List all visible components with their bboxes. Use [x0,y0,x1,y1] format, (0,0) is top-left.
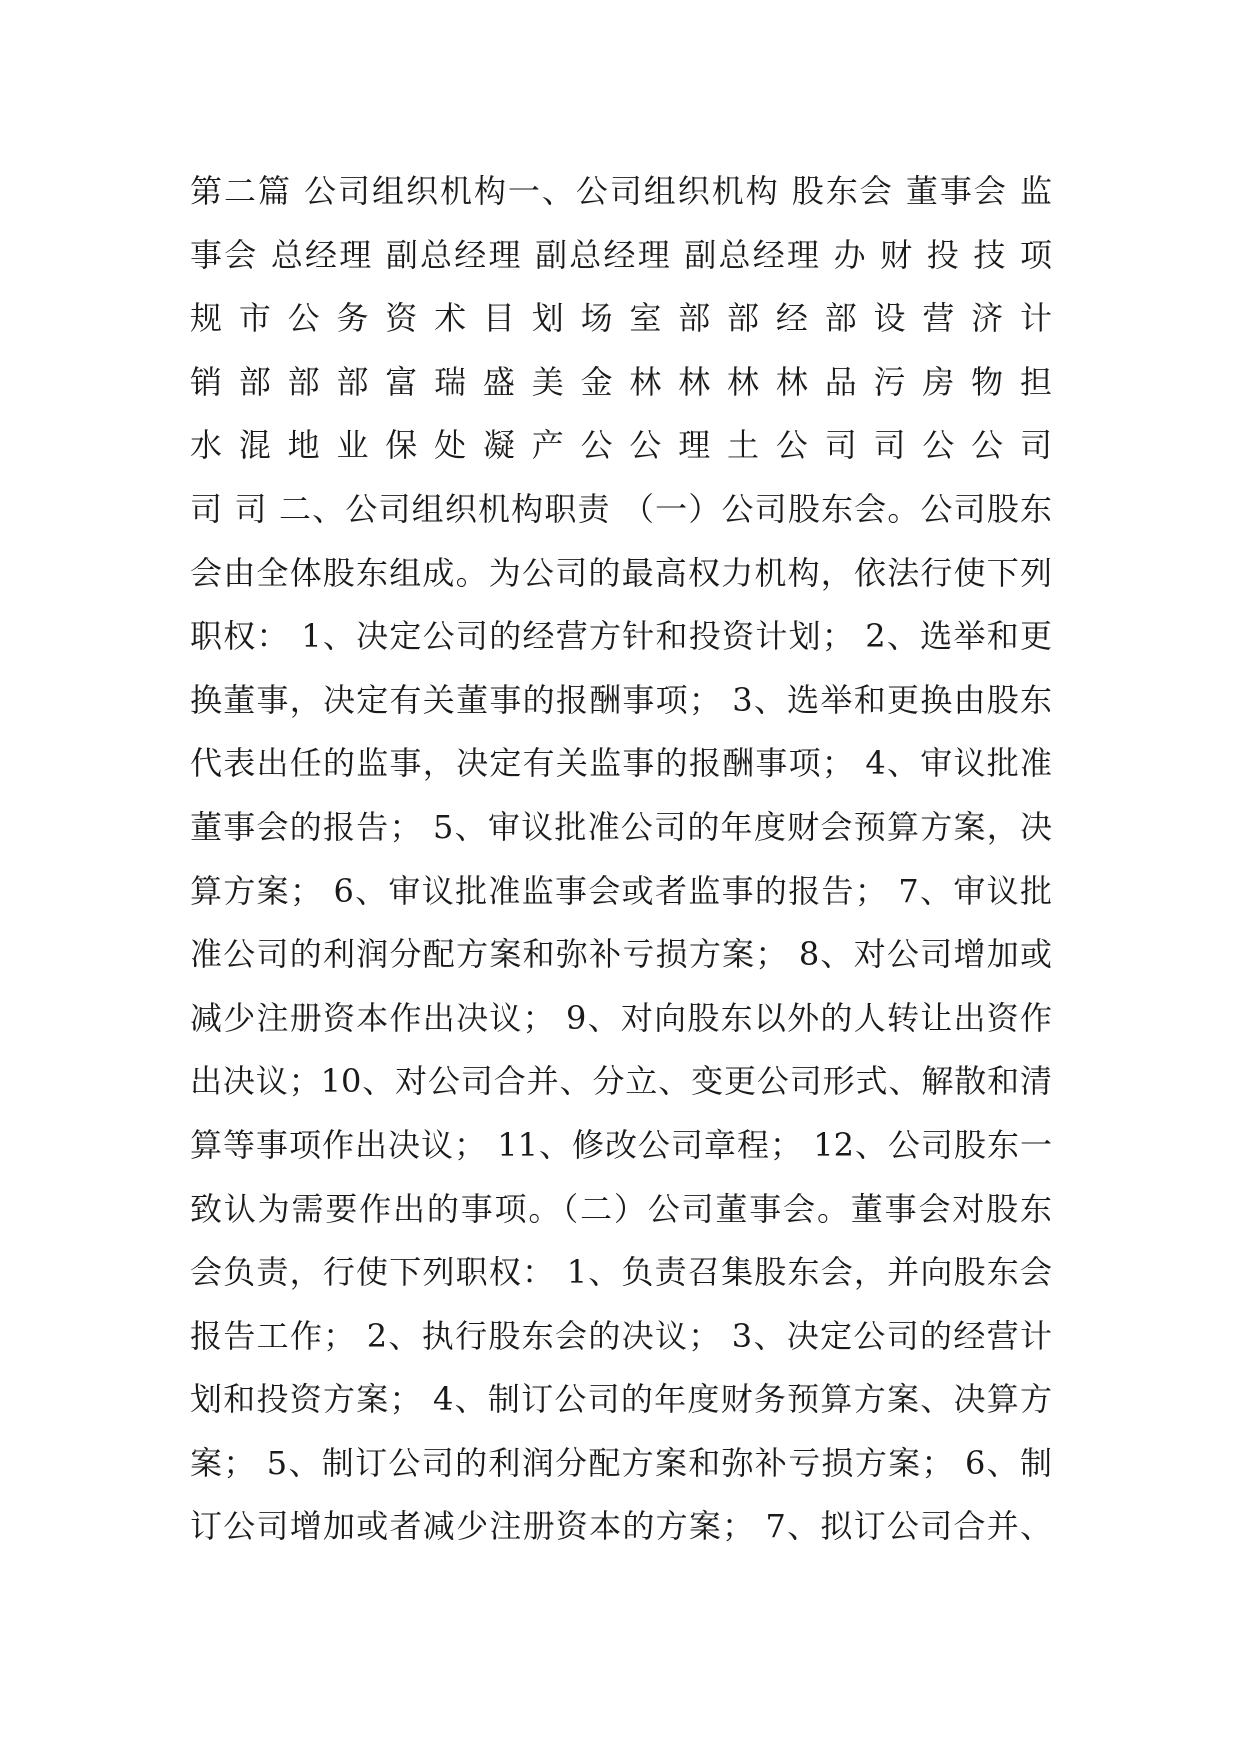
text-line: 水 混 地 业 保 处 凝 产 公 公 理 土 公 司 司 公 公 司 [190,426,1052,465]
text-line: 司 司 二、公司组织机构职责 （一）公司股东会。公司股东 [190,489,1052,528]
document-body [190,160,1052,1559]
text-line: 算方案； 6、审议批准监事会或者监事的报告； 7、审议批 [190,871,1052,910]
text-line: 第二篇 公司组织机构一、公司组织机构 股东会 董事会 监 [190,172,1052,210]
text-line: 案； 5、制订公司的利润分配方案和弥补亏损方案； 6、制 [190,1443,1052,1482]
text-line: 代表出任的监事，决定有关监事的报酬事项； 4、审议批准 [190,744,1052,783]
text-line: 订公司增加或者减少注册资本的方案； 7、拟订公司合并、 [190,1507,1052,1546]
text-line: 职权： 1、决定公司的经营方针和投资计划； 2、选举和更 [190,617,1052,656]
text-line: 规 市 公 务 资 术 目 划 场 室 部 部 经 部 设 营 济 计 [190,299,1052,338]
text-line: 销 部 部 部 富 瑞 盛 美 金 林 林 林 林 品 污 房 物 担 [190,362,1052,401]
text-line: 致认为需要作出的事项。（二）公司董事会。董事会对股东 [190,1189,1052,1228]
text-line: 算等事项作出决议； 11、修改公司章程； 12、公司股东一 [190,1125,1052,1164]
text-line: 减少注册资本作出决议； 9、对向股东以外的人转让出资作 [190,998,1052,1037]
text-line: 会负责，行使下列职权： 1、负责召集股东会，并向股东会 [190,1253,1052,1292]
text-line: 事会 总经理 副总经理 副总经理 副总经理 办 财 投 技 项 [190,235,1052,274]
text-line: 出决议；10、对公司合并、分立、变更公司形式、解散和清 [190,1062,1052,1101]
text-line: 准公司的利润分配方案和弥补亏损方案； 8、对公司增加或 [190,935,1052,974]
text-line: 会由全体股东组成。为公司的最高权力机构，依法行使下列 [190,553,1052,592]
text-line: 报告工作； 2、执行股东会的决议； 3、决定公司的经营计 [190,1316,1052,1355]
text-line: 换董事，决定有关董事的报酬事项； 3、选举和更换由股东 [190,680,1052,719]
text-line: 划和投资方案； 4、制订公司的年度财务预算方案、决算方 [190,1380,1052,1419]
text-line: 董事会的报告； 5、审议批准公司的年度财会预算方案，决 [190,807,1052,846]
